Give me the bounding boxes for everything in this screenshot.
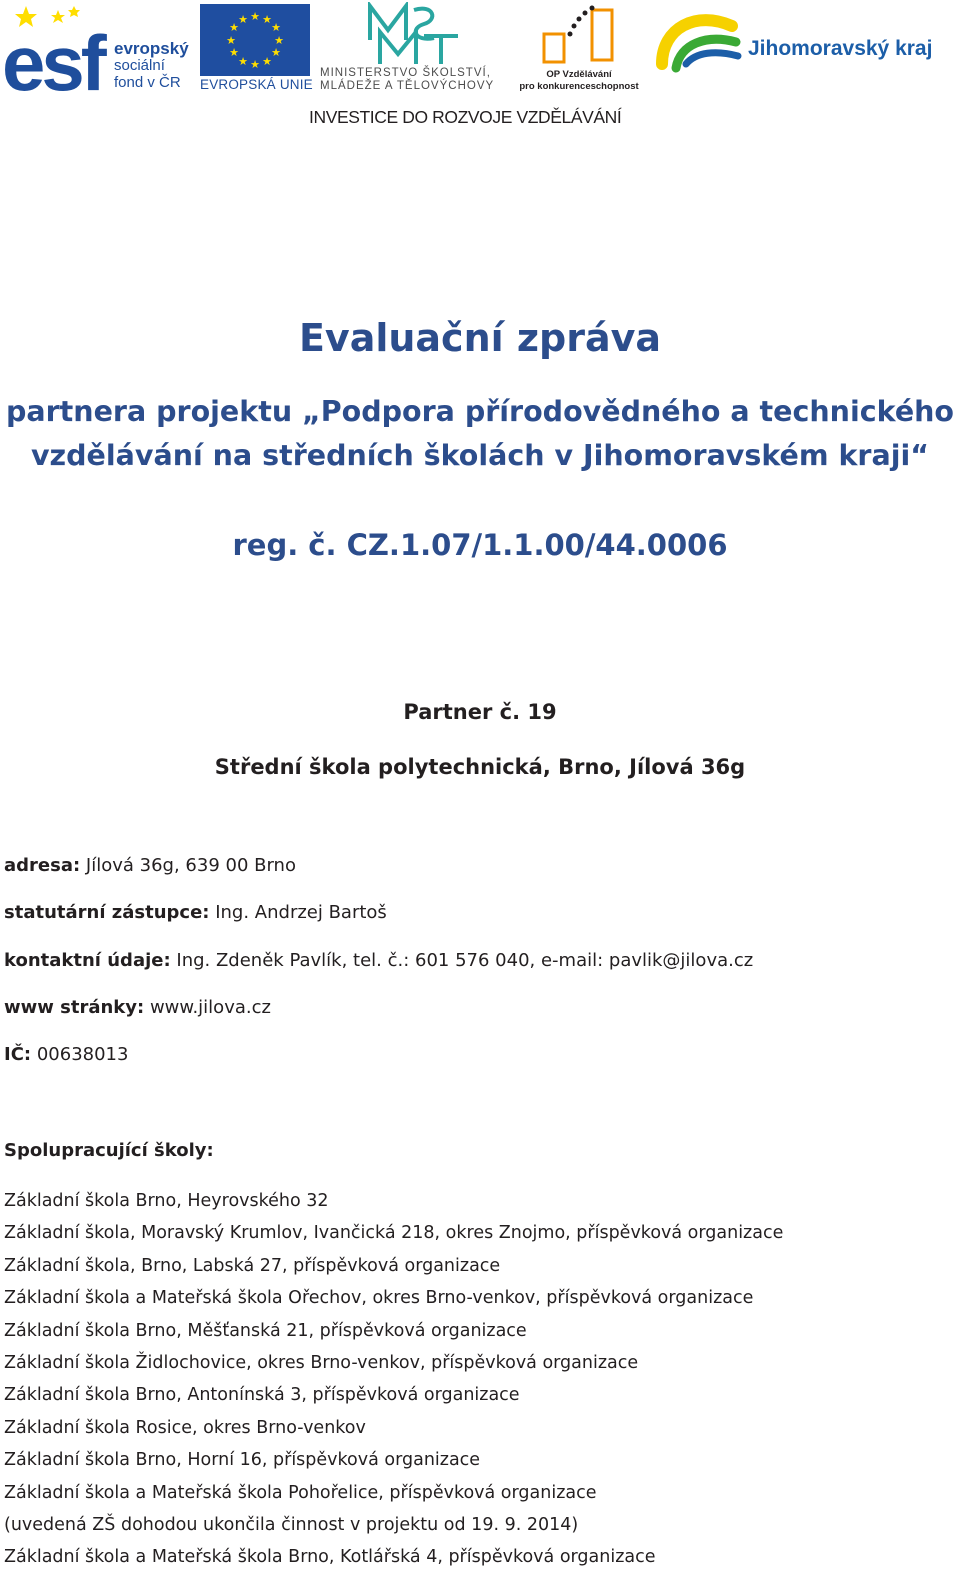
list-item: Základní škola Brno, Horní 16, příspěvková organizace	[4, 1450, 481, 1471]
list-item: Základní škola a Mateřská škola Brno, Kotlářská 4, příspěvková organizace	[4, 1547, 656, 1568]
registration-number: reg. č. CZ.1.07/1.1.00/44.0006	[232, 528, 728, 562]
jmk-logo-icon	[656, 8, 744, 78]
eu-flag-icon	[200, 4, 310, 76]
list-item: Základní škola a Mateřská škola Pohořelice, příspěvková organizace	[4, 1482, 597, 1503]
op-text	[517, 69, 641, 93]
svg-text:★: ★	[226, 34, 236, 47]
list-item: Základní škola Brno, Antonínská 3, příspěvková organizace	[4, 1385, 520, 1406]
info-representative	[4, 902, 387, 923]
esf-logo-icon	[2, 2, 110, 94]
document-subtitle	[0, 390, 960, 478]
svg-text:★: ★	[229, 21, 239, 34]
list-item: Základní škola Brno, Měšťanská 21, příspěvková organizace	[4, 1320, 527, 1341]
info-contact-label: kontaktní údaje:	[4, 950, 171, 971]
svg-text:★: ★	[262, 13, 272, 26]
msmt-line1: MINISTERSTVO ŠKOLSTVÍ,	[320, 67, 491, 79]
logo-band	[0, 0, 960, 135]
svg-text:★: ★	[274, 34, 284, 47]
svg-text:★: ★	[262, 55, 272, 68]
msmt-logo-icon	[366, 2, 462, 66]
esf-line2: sociální	[114, 57, 165, 74]
info-contact-value: Ing. Zdeněk Pavlík, tel. č.: 601 576 040, e-mail: pavlik@jilova.cz	[170, 950, 754, 971]
document-title: Evaluační zpráva	[298, 316, 662, 360]
list-item: Základní škola, Moravský Krumlov, Ivančická 218, okres Znojmo, příspěvková organizace	[4, 1223, 784, 1244]
svg-text:★: ★	[229, 46, 239, 59]
esf-text	[114, 40, 189, 91]
svg-text:★: ★	[271, 21, 281, 34]
svg-text:★: ★	[238, 13, 248, 26]
svg-text:esf: esf	[2, 19, 103, 94]
list-item: Základní škola Brno, Heyrovského 32	[4, 1191, 329, 1211]
investice-tagline: INVESTICE DO ROZVOJE VZDĚLÁVÁNÍ	[309, 107, 622, 127]
svg-text:★: ★	[250, 58, 260, 71]
list-item: (uvedená ZŠ dohodou ukončila činnost v projektu od 19. 9. 2014)	[4, 1515, 579, 1536]
op-logo-icon	[540, 4, 616, 66]
list-item: Základní škola Rosice, okres Brno-venkov	[4, 1417, 366, 1438]
jmk-text: Jihomoravský kraj	[748, 37, 933, 60]
cooperating-schools-list	[4, 1185, 783, 1574]
info-web	[4, 997, 271, 1018]
svg-text:★: ★	[271, 46, 281, 59]
subtitle-line1: partnera projektu „Podpora přírodovědného a technického	[5, 395, 955, 428]
info-address-value: Jílová 36g, 639 00 Brno	[80, 855, 296, 876]
partner-number: Partner č. 19	[403, 700, 557, 724]
info-representative-label: statutární zástupce:	[4, 902, 210, 923]
msmt-text	[320, 67, 494, 93]
partner-name: Střední škola polytechnická, Brno, Jílová 36g	[214, 755, 746, 779]
esf-line1: evropský	[114, 39, 189, 58]
info-address-label: adresa:	[4, 855, 81, 876]
info-representative-value: Ing. Andrzej Bartoš	[209, 902, 387, 923]
info-address	[4, 855, 296, 876]
info-contact	[4, 950, 753, 971]
op-line1: OP Vzdělávání	[546, 69, 612, 80]
subtitle-line2: vzdělávání na středních školách v Jihomoravském kraji“	[30, 439, 929, 472]
list-item: Základní škola Židlochovice, okres Brno-venkov, příspěvková organizace	[4, 1353, 639, 1374]
op-line2: pro konkurenceschopnost	[519, 81, 639, 92]
svg-text:★: ★	[250, 10, 260, 23]
eu-label: EVROPSKÁ UNIE	[200, 77, 313, 92]
info-ic-label: IČ:	[4, 1044, 32, 1065]
list-item: Základní škola a Mateřská škola Ořechov, okres Brno-venkov, příspěvková organizace	[4, 1288, 754, 1309]
info-ic-value: 00638013	[31, 1044, 129, 1065]
info-web-value: www.jilova.cz	[144, 997, 271, 1018]
info-web-label: www stránky:	[4, 997, 145, 1018]
list-item: Základní škola, Brno, Labská 27, příspěvková organizace	[4, 1255, 501, 1276]
svg-text:★: ★	[238, 55, 248, 68]
msmt-line2: MLÁDEŽE A TĚLOVÝCHOVY	[320, 80, 495, 92]
cooperating-heading: Spolupracující školy:	[4, 1140, 214, 1161]
info-ic	[4, 1044, 128, 1065]
esf-line3: fond v ČR	[114, 74, 181, 91]
